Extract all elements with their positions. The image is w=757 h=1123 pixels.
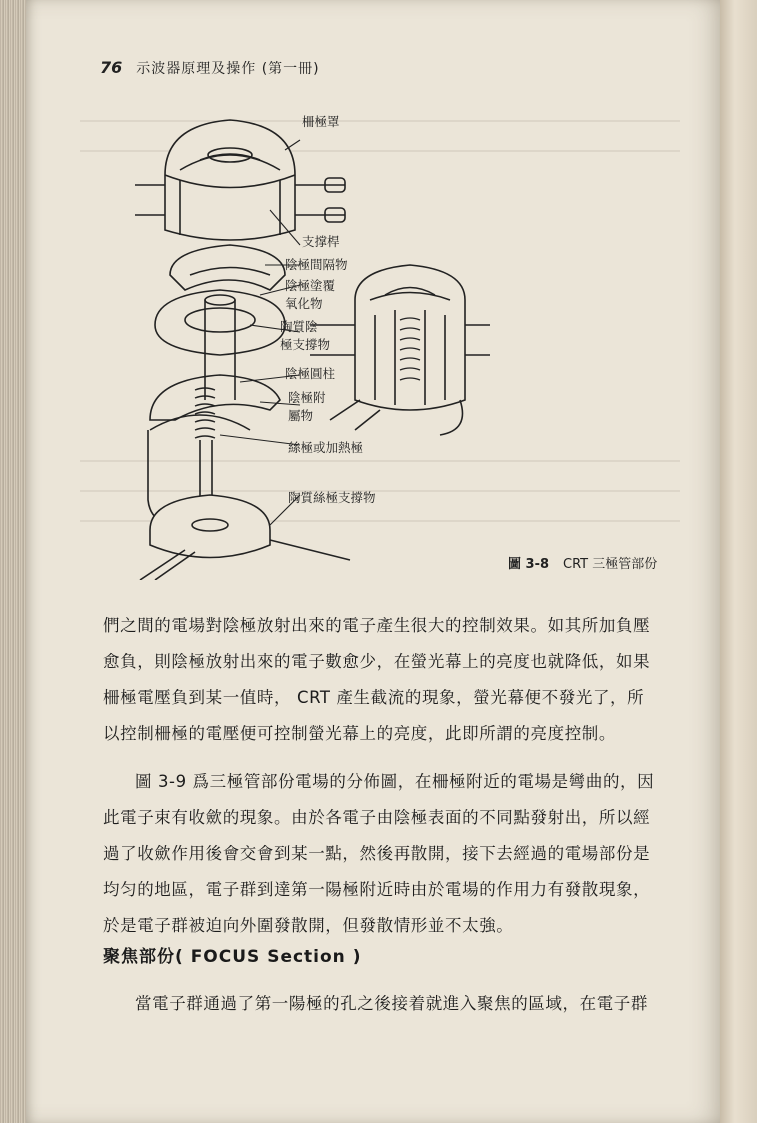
text-line: 於是電子群被迫向外圍發散開，但發散情形並不太強。: [103, 916, 514, 935]
page-number: 76: [100, 58, 123, 77]
text-line: 愈負，則陰極放射出來的電子數愈少，在螢光幕上的亮度也就降低，如果: [103, 652, 651, 671]
label-support-rod: 支撑桿: [302, 234, 340, 249]
text-line: 柵極電壓負到某一值時， CRT 產生截流的現象，螢光幕便不發光了，所: [103, 688, 645, 707]
text-line: 均匀的地區，電子群到達第一陽極附近時由於電場的作用力有發散現象，: [103, 880, 651, 899]
cathode-spacer-drawing: [170, 245, 285, 290]
text-line: 們之間的電場對陰極放射出來的電子產生很大的控制效果。如其所加負壓: [103, 616, 651, 635]
assembled-cross-section-drawing: [310, 265, 490, 435]
figure-caption: [508, 553, 657, 572]
grid-cap-drawing: [135, 120, 345, 240]
label-ceramic-cathode-support: 陶質陰: [280, 319, 318, 334]
crt-triode-figure: [120, 100, 540, 580]
text-line: 過了收歛作用後會交會到某一點，然後再散開，接下去經過的電場部份是: [103, 844, 651, 863]
book-title: 示波器原理及操作 (第一冊): [136, 61, 320, 77]
figure-caption-text: CRT 三極管部份: [563, 557, 658, 572]
label-cathode-cylinder: 陰極圓柱: [285, 366, 336, 381]
text-line: 當電子群通過了第一陽極的孔之後接着就進入聚焦的區域，在電子群: [135, 994, 648, 1013]
label-cathode-coating: 陰極塗覆: [285, 278, 336, 293]
label-ceramic-cathode-support-2: 極支撐物: [280, 337, 331, 352]
text-line: 以控制柵極的電壓便可控制螢光幕上的亮度，此即所謂的亮度控制。: [103, 724, 616, 743]
section-heading: 聚焦部份( FOCUS Section ): [103, 947, 362, 967]
label-cathode-attachment: 陰極附: [288, 390, 326, 405]
text-line: 此電子束有收歛的現象。由於各電子由陰極表面的不同點發射出，所以經: [103, 808, 651, 827]
label-cathode-coating-2: 氧化物: [285, 296, 323, 311]
facing-page-edge: [720, 0, 757, 1123]
running-header: [100, 58, 320, 78]
filament-support-drawing: [140, 495, 350, 580]
label-cathode-spacer: 陰極間隔物: [285, 257, 348, 272]
label-filament-heater: 絲極或加熱極: [288, 440, 364, 455]
label-ceramic-filament-support: 陶質絲極支撐物: [288, 490, 376, 505]
label-grid-cap: 柵極罩: [302, 114, 340, 129]
figure-number: 圖 3-8: [508, 557, 550, 572]
cathode-cylinder-drawing: [150, 365, 280, 420]
label-cathode-attachment-2: 屬物: [288, 408, 314, 423]
text-line: 圖 3-9 爲三極管部份電場的分佈圖，在柵極附近的電場是彎曲的，因: [135, 772, 655, 791]
